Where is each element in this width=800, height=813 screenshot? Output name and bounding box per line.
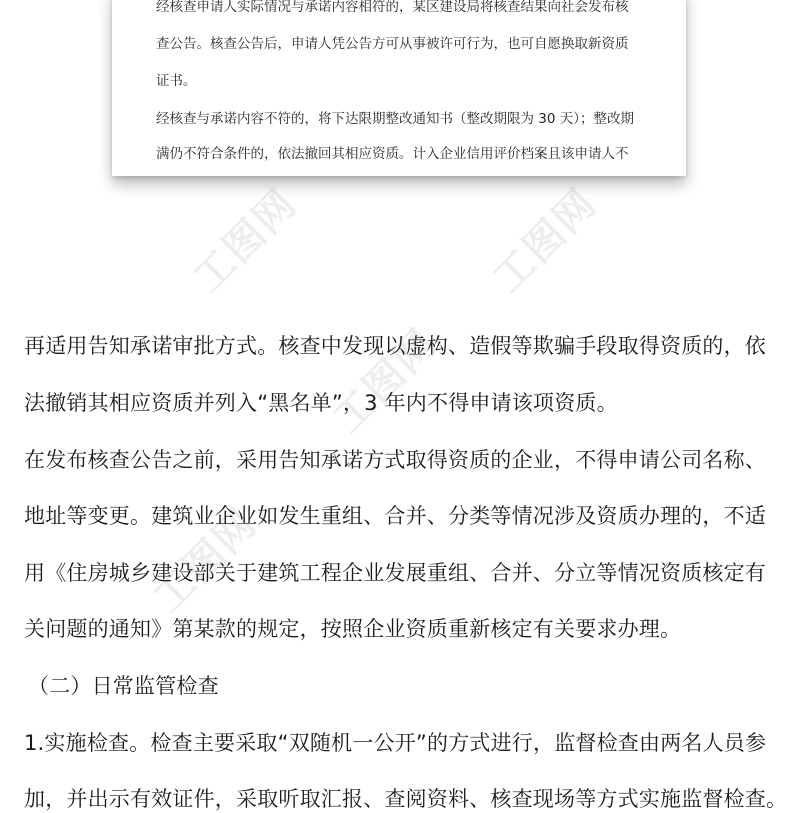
watermark: 工图网 (184, 180, 307, 302)
card-text-line: 经核查申请人实际情况与承诺内容相符的，某区建设局将核查结果向社会发布核 (156, 0, 629, 15)
body-text-line: 关问题的通知》第某款的规定，按照企业资质重新核定有关要求办理。 (24, 617, 682, 641)
watermark: 工图网 (484, 180, 607, 302)
watermark: 工图网 (144, 500, 267, 622)
card-text-line: 证书。 (156, 73, 197, 89)
body-text-line: 法撤销其相应资质并列入“黑名单”，3 年内不得申请该项资质。 (24, 391, 618, 415)
body-text-line: 加，并出示有效证件，采取听取汇报、查阅资料、核查现场等方式实施监督检查。 (24, 787, 788, 811)
watermark: 工图网 (324, 320, 447, 442)
body-text-line: 在发布核查公告之前，采用告知承诺方式取得资质的企业，不得申请公司名称、 (24, 448, 766, 472)
body-text-line: 再适用告知承诺审批方式。核查中发现以虚构、造假等欺骗手段取得资质的，依 (24, 334, 766, 358)
section-heading: （二）日常监管检查 (28, 674, 219, 698)
card-text-line: 满仍不符合条件的，依法撤回其相应资质。计入企业信用评价档案且该申请人不 (156, 146, 629, 162)
card-text-line: 经核查与承诺内容不符的，将下达限期整改通知书（整改期限为 30 天）；整改期 (156, 111, 635, 127)
card-text-line: 查公告。核查公告后，申请人凭公告方可从事被许可行为，也可自愿换取新资质 (156, 36, 629, 52)
document-preview-card (112, 0, 686, 176)
body-text-line: 地址等变更。建筑业企业如发生重组、合并、分类等情况涉及资质办理的，不适 (24, 504, 766, 528)
body-text-line: 1.实施检查。检查主要采取“双随机一公开”的方式进行，监督检查由两名人员参 (24, 731, 767, 755)
body-text-line: 用《住房城乡建设部关于建筑工程企业发展重组、合并、分立等情况资质核定有 (24, 561, 766, 585)
